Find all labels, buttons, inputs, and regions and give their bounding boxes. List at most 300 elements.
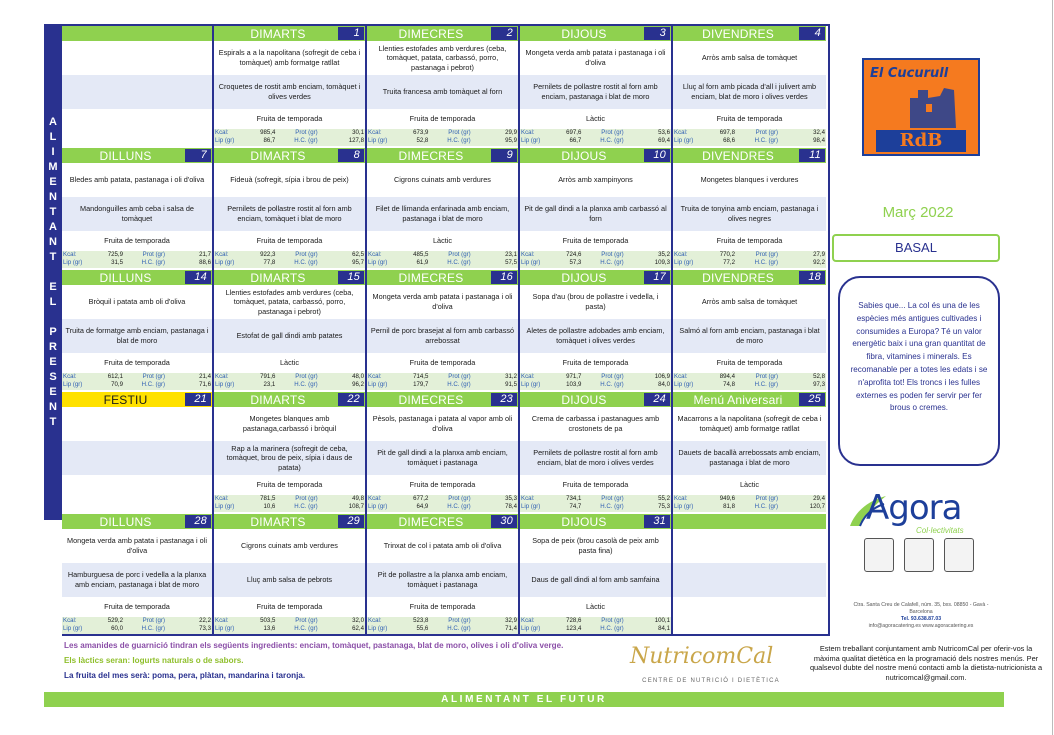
kcal-value: 770,2 bbox=[719, 251, 735, 258]
first-course: Pèsols, pastanaga i patata al vapor amb oli d'oliva bbox=[367, 407, 518, 441]
second-course: Hamburguesa de porc i vedella a la planxa amb enciam, pastanaga i blat de moro bbox=[62, 563, 212, 597]
first-course: Mongeta verda amb patata i pastanaga i oli d'oliva bbox=[367, 285, 518, 319]
hc-value: 57,5 bbox=[505, 259, 517, 266]
hc-value: 62,4 bbox=[352, 625, 364, 632]
day-name: DIMARTS bbox=[250, 26, 306, 41]
prot-label: Prot (gr) bbox=[448, 129, 471, 136]
sidebar-letter: E bbox=[49, 175, 57, 188]
menu-week bbox=[62, 26, 830, 148]
hc-value: 84,1 bbox=[658, 625, 670, 632]
lip-label: Lip (gr) bbox=[521, 381, 541, 388]
day-name: DILLUNS bbox=[99, 148, 152, 163]
kcal-label: Kcal: bbox=[63, 251, 77, 258]
day-header bbox=[673, 26, 826, 41]
menu-day-cell bbox=[214, 270, 367, 392]
second-course: Pernilets de pollastre rostit al forn amb enciam, blat de moro i olives verdes bbox=[520, 441, 671, 475]
hc-label: H.C. (gr) bbox=[600, 137, 624, 144]
certification-badge-icon bbox=[864, 538, 894, 572]
day-header bbox=[214, 148, 365, 163]
hc-value: 75,3 bbox=[658, 503, 670, 510]
lip-value: 57,3 bbox=[569, 259, 582, 266]
menu-notes bbox=[64, 638, 624, 683]
hc-label: H.C. (gr) bbox=[600, 503, 624, 510]
lip-value: 60,0 bbox=[111, 625, 123, 632]
day-number: 14 bbox=[185, 271, 211, 284]
kcal-label: Kcal: bbox=[368, 373, 382, 380]
sidebar-letter: A bbox=[49, 220, 57, 233]
hc-value: 120,7 bbox=[809, 503, 825, 510]
prot-label: Prot (gr) bbox=[601, 251, 624, 258]
hc-value: 95,7 bbox=[352, 259, 364, 266]
day-name: DIMECRES bbox=[398, 514, 464, 529]
lip-value: 61,9 bbox=[416, 259, 429, 266]
hc-label: H.C. (gr) bbox=[141, 381, 165, 388]
sidebar-letter: L bbox=[49, 130, 57, 143]
kcal-label: Kcal: bbox=[368, 251, 382, 258]
contact-note: Estem treballant conjuntament amb NutricomCal per oferir-vos la màxima qualitat dietètica en la programació dels nostres menús. Per qualsevol dubte del nostre menú contacti amb la dietista-nutricionista a nutricomcal@gmail.com. bbox=[809, 644, 1043, 682]
dessert bbox=[673, 597, 826, 617]
lip-value: 55,6 bbox=[416, 625, 429, 632]
lip-label: Lip (gr) bbox=[215, 625, 235, 632]
sidebar-letter: A bbox=[49, 115, 57, 128]
sidebar-letter: T bbox=[49, 205, 57, 218]
kcal-value: 677,2 bbox=[413, 495, 429, 502]
lip-value: 81,8 bbox=[723, 503, 735, 510]
menu-day-cell bbox=[367, 392, 520, 514]
day-name: DIJOUS bbox=[561, 392, 607, 407]
kcal-value: 922,3 bbox=[260, 251, 276, 258]
agora-address-block bbox=[846, 602, 996, 630]
hc-label: H.C. (gr) bbox=[754, 137, 778, 144]
kcal-label: Kcal: bbox=[368, 495, 382, 502]
dessert: Fruita de temporada bbox=[214, 597, 365, 617]
day-header bbox=[673, 392, 826, 407]
dessert: Fruita de temporada bbox=[214, 231, 365, 251]
note-fruit: La fruita del mes serà: poma, pera, plàtan, mandarina i taronja. bbox=[64, 671, 306, 680]
nutrition-info bbox=[520, 495, 671, 512]
prot-value: 100,1 bbox=[654, 617, 670, 624]
first-course: Bròquil i patata amb oli d'oliva bbox=[62, 285, 212, 319]
kcal-value: 485,5 bbox=[413, 251, 429, 258]
dessert: Fruita de temporada bbox=[214, 109, 365, 129]
nutrition-info bbox=[673, 129, 826, 146]
hc-value: 78,4 bbox=[505, 503, 517, 510]
day-number: 17 bbox=[644, 271, 670, 284]
second-course: Pit de gall dindi a la planxa amb carbassó al forn bbox=[520, 197, 671, 231]
nutrition-empty bbox=[62, 129, 212, 146]
kcal-label: Kcal: bbox=[63, 373, 77, 380]
second-course: Mandonguilles amb ceba i salsa de tomàquet bbox=[62, 197, 212, 231]
kcal-label: Kcal: bbox=[368, 617, 382, 624]
kcal-label: Kcal: bbox=[521, 495, 535, 502]
day-header bbox=[62, 392, 212, 407]
day-number: 2 bbox=[491, 27, 517, 40]
menu-day-cell bbox=[62, 26, 214, 148]
second-course: Aletes de pollastre adobades amb enciam, tomàquet i olives verdes bbox=[520, 319, 671, 353]
sidebar-letter: S bbox=[49, 370, 57, 383]
second-course: Estofat de gall dindi amb patates bbox=[214, 319, 365, 353]
second-course: Truita de formatge amb enciam, pastanaga i blat de moro bbox=[62, 319, 212, 353]
lip-value: 77,8 bbox=[263, 259, 276, 266]
prot-value: 30,1 bbox=[352, 129, 364, 136]
first-course: Fideuà (sofregit, sípia i brou de peix) bbox=[214, 163, 365, 197]
kcal-value: 949,6 bbox=[719, 495, 735, 502]
dessert: Fruita de temporada bbox=[62, 231, 212, 251]
dessert: Làctic bbox=[520, 597, 671, 617]
prot-label: Prot (gr) bbox=[142, 373, 165, 380]
lip-value: 31,5 bbox=[111, 259, 123, 266]
day-number: 15 bbox=[338, 271, 364, 284]
dessert: Làctic bbox=[367, 231, 518, 251]
day-header bbox=[520, 26, 671, 41]
day-number: 18 bbox=[799, 271, 825, 284]
kcal-value: 725,9 bbox=[107, 251, 123, 258]
lip-label: Lip (gr) bbox=[63, 625, 83, 632]
nutricomcal-subtitle: CENTRE DE NUTRICIÓ I DIETÈTICA bbox=[642, 678, 780, 684]
first-course: Mongetes blanques i verdures bbox=[673, 163, 826, 197]
lip-value: 64,9 bbox=[416, 503, 429, 510]
day-number: 11 bbox=[799, 149, 825, 162]
hc-value: 88,6 bbox=[199, 259, 211, 266]
hc-label: H.C. (gr) bbox=[447, 625, 471, 632]
day-name: DIMARTS bbox=[250, 148, 306, 163]
nutrition-empty bbox=[62, 495, 212, 512]
day-header bbox=[520, 392, 671, 407]
prot-value: 21,4 bbox=[199, 373, 211, 380]
day-header bbox=[214, 26, 365, 41]
nutrition-info bbox=[673, 373, 826, 390]
nutrition-info bbox=[520, 617, 671, 634]
first-course: Espirals a a la napolitana (sofregit de ceba i tomàquet) amb formatge ratllat bbox=[214, 41, 365, 75]
sidebar-letter: I bbox=[51, 145, 55, 158]
hc-label: H.C. (gr) bbox=[600, 381, 624, 388]
lip-value: 86,7 bbox=[263, 137, 276, 144]
school-logo bbox=[862, 58, 980, 156]
nutrition-info bbox=[520, 373, 671, 390]
lip-label: Lip (gr) bbox=[63, 381, 83, 388]
dessert: Fruita de temporada bbox=[673, 231, 826, 251]
menu-week bbox=[62, 392, 830, 514]
second-course: Lluç al forn amb picada d'all i julivert amb enciam, blat de moro i olives verdes bbox=[673, 75, 826, 109]
kcal-value: 612,1 bbox=[107, 373, 123, 380]
hc-label: H.C. (gr) bbox=[447, 259, 471, 266]
hc-value: 73,3 bbox=[199, 625, 211, 632]
nutrition-info bbox=[367, 617, 518, 634]
prot-label: Prot (gr) bbox=[601, 129, 624, 136]
first-course: Arròs amb xampinyons bbox=[520, 163, 671, 197]
hc-label: H.C. (gr) bbox=[294, 259, 318, 266]
first-course: Mongeta verda amb patata i pastanaga i oli d'oliva bbox=[520, 41, 671, 75]
dessert: Fruita de temporada bbox=[62, 597, 212, 617]
lip-label: Lip (gr) bbox=[368, 137, 388, 144]
nutrition-info bbox=[673, 495, 826, 512]
second-course: Croquetes de rostit amb enciam, tomàquet i olives verdes bbox=[214, 75, 365, 109]
kcal-value: 503,5 bbox=[260, 617, 276, 624]
sidebar-letter: N bbox=[49, 235, 57, 248]
dessert: Fruita de temporada bbox=[367, 353, 518, 373]
second-course: Truita de tonyina amb enciam, pastanaga i olives negres bbox=[673, 197, 826, 231]
prot-label: Prot (gr) bbox=[142, 617, 165, 624]
first-course: Cigrons cuinats amb verdures bbox=[367, 163, 518, 197]
hc-value: 108,7 bbox=[348, 503, 364, 510]
hc-value: 69,4 bbox=[658, 137, 670, 144]
kcal-label: Kcal: bbox=[521, 617, 535, 624]
second-course: Pit de gall dindi a la planxa amb enciam, tomàquet i pastanaga bbox=[367, 441, 518, 475]
hc-label: H.C. (gr) bbox=[294, 137, 318, 144]
menu-day-cell bbox=[520, 514, 673, 636]
hc-label: H.C. (gr) bbox=[294, 625, 318, 632]
first-course bbox=[673, 529, 826, 563]
menu-day-cell bbox=[673, 392, 826, 514]
lip-label: Lip (gr) bbox=[521, 259, 541, 266]
day-name: DIVENDRES bbox=[702, 26, 774, 41]
kcal-label: Kcal: bbox=[674, 495, 688, 502]
nutrition-info bbox=[62, 373, 212, 390]
first-course bbox=[62, 41, 212, 75]
day-number: 31 bbox=[644, 515, 670, 528]
kcal-value: 724,6 bbox=[566, 251, 582, 258]
prot-label: Prot (gr) bbox=[448, 495, 471, 502]
hc-value: 92,2 bbox=[813, 259, 825, 266]
hc-label: H.C. (gr) bbox=[754, 259, 778, 266]
prot-label: Prot (gr) bbox=[295, 617, 318, 624]
day-header bbox=[367, 514, 518, 529]
certification-badge-icon bbox=[904, 538, 934, 572]
kcal-value: 985,4 bbox=[260, 129, 276, 136]
agora-logo bbox=[846, 488, 996, 628]
nutrition-info bbox=[673, 251, 826, 268]
dessert: Fruita de temporada bbox=[673, 109, 826, 129]
hc-value: 98,4 bbox=[813, 137, 825, 144]
prot-value: 35,3 bbox=[505, 495, 517, 502]
lip-value: 74,8 bbox=[723, 381, 735, 388]
day-header bbox=[520, 514, 671, 529]
first-course: Cigrons cuinats amb verdures bbox=[214, 529, 365, 563]
nutrition-info bbox=[367, 373, 518, 390]
prot-label: Prot (gr) bbox=[448, 251, 471, 258]
menu-day-cell bbox=[62, 392, 214, 514]
hc-value: 71,4 bbox=[505, 625, 517, 632]
hc-value: 91,5 bbox=[505, 381, 517, 388]
first-course: Bledes amb patata, pastanaga i oli d'oliva bbox=[62, 163, 212, 197]
month-title: Març 2022 bbox=[882, 204, 954, 221]
first-course bbox=[62, 407, 212, 441]
day-name: DIMARTS bbox=[250, 392, 306, 407]
dessert: Fruita de temporada bbox=[367, 597, 518, 617]
hc-label: H.C. (gr) bbox=[447, 137, 471, 144]
menu-day-cell bbox=[214, 26, 367, 148]
day-name: Menú Aniversari bbox=[693, 392, 783, 407]
day-header bbox=[62, 26, 212, 41]
menu-day-cell bbox=[673, 26, 826, 148]
prot-label: Prot (gr) bbox=[601, 373, 624, 380]
kcal-value: 673,9 bbox=[413, 129, 429, 136]
prot-label: Prot (gr) bbox=[295, 373, 318, 380]
day-name: FESTIU bbox=[103, 392, 148, 407]
kcal-label: Kcal: bbox=[215, 617, 229, 624]
hc-value: 71,6 bbox=[199, 381, 211, 388]
agora-phone: Tel. 93.638.87.03 bbox=[900, 616, 942, 622]
menu-day-cell bbox=[520, 148, 673, 270]
did-you-know-box: Sabies que... La col és una de les espècies més antigues cultivades i consumides a Europa? Té un valor energètic baix i una gran quantitat de fibra, vitamines i minerals. Es recomanable per a totes les edats i se n'aprofita tot! Els troncs i les fulles externes es poden fer servir per fer brous o cremes. bbox=[838, 276, 1000, 466]
lip-label: Lip (gr) bbox=[215, 137, 235, 144]
day-header bbox=[673, 148, 826, 163]
first-course: Sopa de peix (brou casolà de peix amb pasta fina) bbox=[520, 529, 671, 563]
lip-label: Lip (gr) bbox=[215, 503, 235, 510]
day-number: 21 bbox=[185, 393, 211, 406]
kcal-label: Kcal: bbox=[63, 617, 77, 624]
castle-icon bbox=[904, 86, 964, 128]
day-number: 8 bbox=[338, 149, 364, 162]
day-number: 24 bbox=[644, 393, 670, 406]
kcal-label: Kcal: bbox=[674, 373, 688, 380]
note-dairy: Els làctics seran: Iogurts naturals o de sabors. bbox=[64, 656, 244, 665]
nutrition-info bbox=[214, 617, 365, 634]
lip-value: 70,9 bbox=[111, 381, 123, 388]
agora-subtitle: Col·lectivitats bbox=[916, 526, 964, 535]
day-header bbox=[214, 392, 365, 407]
menu-week bbox=[62, 148, 830, 270]
sidebar-letter: E bbox=[49, 280, 57, 293]
sidebar-letter: P bbox=[49, 325, 57, 338]
day-number: 7 bbox=[185, 149, 211, 162]
nutrition-info bbox=[367, 495, 518, 512]
kcal-label: Kcal: bbox=[674, 251, 688, 258]
second-course: Daus de gall dindi al forn amb samfaina bbox=[520, 563, 671, 597]
agora-web: info@agoracatering.es www.agoracatering.es bbox=[868, 623, 974, 629]
day-header bbox=[214, 270, 365, 285]
day-name: DIMECRES bbox=[398, 392, 464, 407]
kcal-label: Kcal: bbox=[215, 129, 229, 136]
menu-day-cell bbox=[62, 148, 214, 270]
second-course bbox=[62, 441, 212, 475]
day-number: 1 bbox=[338, 27, 364, 40]
menu-day-cell bbox=[520, 26, 673, 148]
lip-value: 77,2 bbox=[723, 259, 735, 266]
lip-label: Lip (gr) bbox=[368, 625, 388, 632]
prot-label: Prot (gr) bbox=[295, 251, 318, 258]
menu-day-cell bbox=[520, 270, 673, 392]
day-name: DILLUNS bbox=[99, 514, 152, 529]
dessert: Fruita de temporada bbox=[367, 475, 518, 495]
prot-value: 62,5 bbox=[352, 251, 364, 258]
nutrition-info bbox=[520, 251, 671, 268]
hc-label: H.C. (gr) bbox=[600, 259, 624, 266]
day-name: DIVENDRES bbox=[702, 270, 774, 285]
day-header bbox=[367, 270, 518, 285]
hc-value: 84,0 bbox=[658, 381, 670, 388]
lip-value: 66,7 bbox=[569, 137, 582, 144]
kcal-label: Kcal: bbox=[521, 251, 535, 258]
day-header bbox=[62, 514, 212, 529]
day-header bbox=[214, 514, 365, 529]
school-logo-initials: RdB bbox=[876, 130, 966, 152]
first-course: Arròs amb salsa de tomàquet bbox=[673, 285, 826, 319]
nutrition-info bbox=[520, 129, 671, 146]
first-course: Sopa d'au (brou de pollastre i vedella, i pasta) bbox=[520, 285, 671, 319]
nutrition-empty bbox=[673, 617, 826, 634]
day-number: 10 bbox=[644, 149, 670, 162]
sidebar-letter: E bbox=[49, 385, 57, 398]
kcal-value: 523,8 bbox=[413, 617, 429, 624]
lip-label: Lip (gr) bbox=[674, 503, 694, 510]
sidebar-letter: N bbox=[49, 400, 57, 413]
day-header bbox=[367, 392, 518, 407]
second-course bbox=[62, 75, 212, 109]
day-number: 9 bbox=[491, 149, 517, 162]
prot-label: Prot (gr) bbox=[295, 129, 318, 136]
prot-label: Prot (gr) bbox=[601, 495, 624, 502]
certification-badge-icon bbox=[944, 538, 974, 572]
kcal-value: 971,7 bbox=[566, 373, 582, 380]
first-course: Mongetes blanques amb pastanaga,carbassó i bròquil bbox=[214, 407, 365, 441]
dessert: Fruita de temporada bbox=[520, 475, 671, 495]
hc-value: 109,3 bbox=[654, 259, 670, 266]
kcal-label: Kcal: bbox=[521, 129, 535, 136]
nutricomcal-name: NutricomCal bbox=[630, 644, 774, 669]
first-course: Llenties estofades amb verdures (ceba, tomàquet, patata, carbassó, porro, pastanaga i pebrot) bbox=[367, 41, 518, 75]
day-name: DIMECRES bbox=[398, 270, 464, 285]
dessert: Fruita de temporada bbox=[520, 231, 671, 251]
prot-value: 49,8 bbox=[352, 495, 364, 502]
hc-value: 95,9 bbox=[505, 137, 517, 144]
second-course: Dauets de bacallà arrebossats amb enciam, pastanaga i blat de moro bbox=[673, 441, 826, 475]
second-course: Pernilets de pollastre rostit al forn amb enciam, tomàquet i blat de moro bbox=[214, 197, 365, 231]
menu-day-cell bbox=[367, 148, 520, 270]
prot-value: 53,6 bbox=[658, 129, 670, 136]
menu-day-cell bbox=[62, 270, 214, 392]
hc-value: 97,3 bbox=[813, 381, 825, 388]
hc-label: H.C. (gr) bbox=[447, 503, 471, 510]
second-course bbox=[673, 563, 826, 597]
hc-label: H.C. (gr) bbox=[141, 625, 165, 632]
dessert: Fruita de temporada bbox=[673, 353, 826, 373]
day-header bbox=[673, 514, 826, 529]
day-header bbox=[673, 270, 826, 285]
prot-label: Prot (gr) bbox=[755, 373, 778, 380]
menu-week bbox=[62, 514, 830, 636]
lip-label: Lip (gr) bbox=[674, 381, 694, 388]
day-name: DIMARTS bbox=[250, 270, 306, 285]
prot-label: Prot (gr) bbox=[295, 495, 318, 502]
menu-day-cell bbox=[673, 270, 826, 392]
dessert: Làctic bbox=[520, 109, 671, 129]
lip-value: 52,8 bbox=[416, 137, 429, 144]
menu-day-cell bbox=[520, 392, 673, 514]
prot-value: 32,9 bbox=[505, 617, 517, 624]
hc-label: H.C. (gr) bbox=[754, 503, 778, 510]
lip-label: Lip (gr) bbox=[674, 259, 694, 266]
prot-value: 52,8 bbox=[813, 373, 825, 380]
menu-day-cell bbox=[367, 270, 520, 392]
prot-value: 35,2 bbox=[658, 251, 670, 258]
hc-label: H.C. (gr) bbox=[447, 381, 471, 388]
day-header bbox=[62, 270, 212, 285]
kcal-value: 529,2 bbox=[107, 617, 123, 624]
day-name: DIMECRES bbox=[398, 26, 464, 41]
nutrition-info bbox=[214, 251, 365, 268]
menu-day-cell bbox=[673, 514, 826, 636]
lip-label: Lip (gr) bbox=[521, 625, 541, 632]
menu-day-cell bbox=[367, 514, 520, 636]
prot-value: 31,2 bbox=[505, 373, 517, 380]
day-name: DIMARTS bbox=[250, 514, 306, 529]
dessert bbox=[62, 109, 212, 129]
sidebar-letter: M bbox=[48, 160, 58, 173]
kcal-label: Kcal: bbox=[215, 495, 229, 502]
prot-value: 23,1 bbox=[505, 251, 517, 258]
second-course: Pernilets de pollastre rostit al forn amb enciam, pastanaga i blat de moro bbox=[520, 75, 671, 109]
